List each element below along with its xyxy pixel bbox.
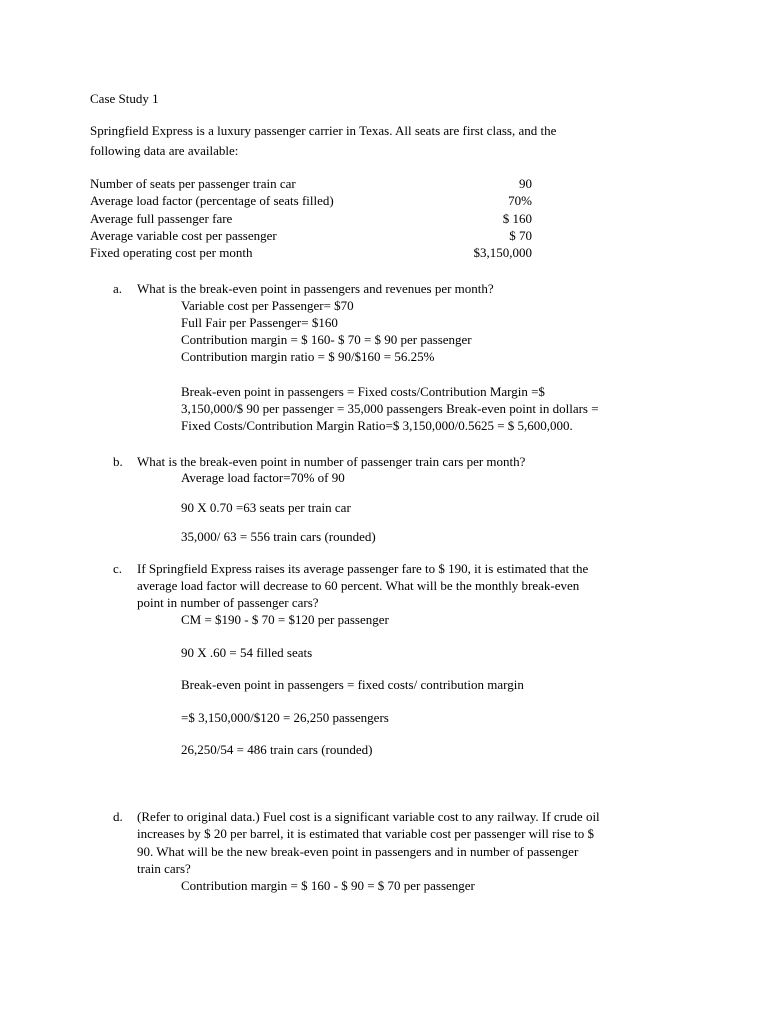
data-label-variable-cost: Average variable cost per passenger [90,228,277,243]
answer-c-line-1: CM = $190 - $ 70 = $120 per passenger [181,612,389,627]
answer-a-line-3: Contribution margin = $ 160- $ 70 = $ 90 per passenger [181,332,472,347]
answer-a-line-2: Full Fair per Passenger= $160 [181,315,338,330]
question-a-text: What is the break-even point in passengers and revenues per month? [137,281,494,296]
data-value-fixed-cost: $3,150,000 [473,245,532,260]
data-label-load-factor: Average load factor (percentage of seats filled) [90,193,334,208]
question-c-text-1: If Springfield Express raises its average passenger fare to $ 190, it is estimated that the [137,561,589,576]
answer-a-line-6: 3,150,000/$ 90 per passenger = 35,000 passengers Break-even point in dollars = [181,401,599,416]
document-title: Case Study 1 [90,91,159,106]
question-b-marker: b. [113,454,123,469]
answer-b-line-3: 35,000/ 63 = 556 train cars (rounded) [181,529,376,544]
question-d-marker: d. [113,809,123,824]
question-a-marker: a. [113,281,123,296]
question-d-text-3: 90. What will be the new break-even point in passengers and in number of passenger [137,844,579,859]
question-d-text-4: train cars? [137,861,191,876]
intro-line-2: following data are available: [90,143,239,158]
question-c-text-3: point in number of passenger cars? [137,595,319,610]
data-value-load-factor: 70% [508,193,532,208]
answer-c-line-5: 26,250/54 = 486 train cars (rounded) [181,742,373,757]
data-label-fare: Average full passenger fare [90,211,233,226]
answer-a-line-7: Fixed Costs/Contribution Margin Ratio=$ 3,150,000/0.5625 = $ 5,600,000. [181,418,573,433]
answer-a-line-1: Variable cost per Passenger= $70 [181,298,354,313]
question-c-marker: c. [113,561,123,576]
answer-b-line-2: 90 X 0.70 =63 seats per train car [181,500,351,515]
question-c-text-2: average load factor will decrease to 60 percent. What will be the monthly break-even [137,578,580,593]
intro-line-1: Springfield Express is a luxury passenger carrier in Texas. All seats are first class, and the [90,123,557,138]
data-label-seats: Number of seats per passenger train car [90,176,296,191]
data-value-variable-cost: $ 70 [509,228,532,243]
data-label-fixed-cost: Fixed operating cost per month [90,245,253,260]
answer-c-line-2: 90 X .60 = 54 filled seats [181,645,313,660]
question-d-text-1: (Refer to original data.) Fuel cost is a significant variable cost to any railway. If crude oil [137,809,600,824]
question-d-text-2: increases by $ 20 per barrel, it is estimated that variable cost per passenger will rise to $ [137,826,595,841]
answer-a-line-4: Contribution margin ratio = $ 90/$160 = 56.25% [181,349,435,364]
answer-c-line-3: Break-even point in passengers = fixed costs/ contribution margin [181,677,524,692]
data-value-fare: $ 160 [502,211,532,226]
question-b-text: What is the break-even point in number of passenger train cars per month? [137,454,526,469]
data-value-seats: 90 [519,176,532,191]
answer-b-line-1: Average load factor=70% of 90 [181,470,345,485]
answer-d-line-1: Contribution margin = $ 160 - $ 90 = $ 70 per passenger [181,878,475,893]
answer-c-line-4: =$ 3,150,000/$120 = 26,250 passengers [181,710,389,725]
answer-a-line-5: Break-even point in passengers = Fixed costs/Contribution Margin =$ [181,384,545,399]
